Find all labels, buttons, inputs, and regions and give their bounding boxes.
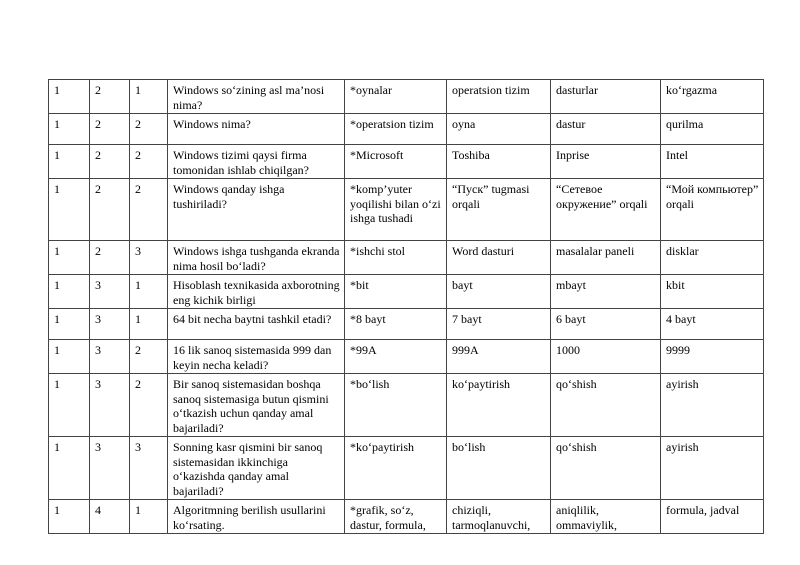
cell-answer-3: dastur bbox=[551, 114, 661, 145]
cell-col-a: 1 bbox=[49, 309, 90, 340]
cell-col-c: 3 bbox=[130, 437, 168, 500]
cell-col-c: 3 bbox=[130, 241, 168, 275]
cell-col-a: 1 bbox=[49, 80, 90, 114]
cell-answer-2: ko‘paytirish bbox=[447, 374, 551, 437]
cell-answer-correct: *komp’yuter yoqilishi bilan o‘zi ishga tushadi bbox=[345, 179, 447, 241]
cell-answer-correct: *operatsion tizim bbox=[345, 114, 447, 145]
cell-question: Hisoblash texnikasida axborotning eng kichik birligi bbox=[168, 275, 345, 309]
cell-answer-2: bo‘lish bbox=[447, 437, 551, 500]
cell-answer-4: qurilma bbox=[661, 114, 764, 145]
table-row bbox=[49, 114, 764, 145]
cell-answer-3: dasturlar bbox=[551, 80, 661, 114]
cell-answer-3: aniqlilik, ommaviylik, bbox=[551, 500, 661, 534]
cell-answer-4: “Мой компьютер” orqali bbox=[661, 179, 764, 241]
cell-answer-2: 999A bbox=[447, 340, 551, 374]
cell-answer-3: mbayt bbox=[551, 275, 661, 309]
cell-answer-2: operatsion tizim bbox=[447, 80, 551, 114]
cell-col-a: 1 bbox=[49, 145, 90, 179]
cell-col-b: 2 bbox=[90, 179, 130, 241]
cell-answer-4: 4 bayt bbox=[661, 309, 764, 340]
cell-question: Windows so‘zining asl ma’nosi nima? bbox=[168, 80, 345, 114]
cell-col-a: 1 bbox=[49, 241, 90, 275]
table-row bbox=[49, 374, 764, 437]
table-row bbox=[49, 500, 764, 534]
cell-col-c: 2 bbox=[130, 114, 168, 145]
table-row bbox=[49, 309, 764, 340]
cell-answer-2: “Пуск” tugmasi orqali bbox=[447, 179, 551, 241]
cell-question: 64 bit necha baytni tashkil etadi? bbox=[168, 309, 345, 340]
cell-answer-3: Inprise bbox=[551, 145, 661, 179]
cell-answer-4: ayirish bbox=[661, 374, 764, 437]
cell-col-c: 1 bbox=[130, 309, 168, 340]
cell-answer-3: masalalar paneli bbox=[551, 241, 661, 275]
cell-question: Algoritmning berilish usullarini ko‘rsating. bbox=[168, 500, 345, 534]
quiz-table-body bbox=[49, 80, 764, 534]
cell-col-c: 2 bbox=[130, 145, 168, 179]
cell-answer-3: 1000 bbox=[551, 340, 661, 374]
table-row bbox=[49, 275, 764, 309]
cell-answer-3: “Сетевое окружение” orqali bbox=[551, 179, 661, 241]
cell-answer-2: Word dasturi bbox=[447, 241, 551, 275]
cell-answer-2: oyna bbox=[447, 114, 551, 145]
table-row bbox=[49, 241, 764, 275]
cell-answer-4: Intel bbox=[661, 145, 764, 179]
cell-col-b: 2 bbox=[90, 145, 130, 179]
cell-answer-3: qo‘shish bbox=[551, 374, 661, 437]
cell-answer-correct: *oynalar bbox=[345, 80, 447, 114]
cell-answer-4: 9999 bbox=[661, 340, 764, 374]
cell-question: 16 lik sanoq sistemasida 999 dan keyin necha keladi? bbox=[168, 340, 345, 374]
cell-question: Windows nima? bbox=[168, 114, 345, 145]
cell-question: Windows qanday ishga tushiriladi? bbox=[168, 179, 345, 241]
table-row bbox=[49, 340, 764, 374]
cell-answer-correct: *bo‘lish bbox=[345, 374, 447, 437]
cell-answer-4: ayirish bbox=[661, 437, 764, 500]
cell-answer-correct: *Microsoft bbox=[345, 145, 447, 179]
cell-answer-2: Toshiba bbox=[447, 145, 551, 179]
cell-answer-3: qo‘shish bbox=[551, 437, 661, 500]
cell-answer-correct: *grafik, so‘z, dastur, formula, bbox=[345, 500, 447, 534]
cell-question: Windows tizimi qaysi firma tomonidan ishlab chiqilgan? bbox=[168, 145, 345, 179]
cell-col-c: 1 bbox=[130, 500, 168, 534]
cell-col-b: 2 bbox=[90, 80, 130, 114]
cell-col-a: 1 bbox=[49, 275, 90, 309]
cell-answer-4: ko‘rgazma bbox=[661, 80, 764, 114]
cell-answer-4: kbit bbox=[661, 275, 764, 309]
cell-answer-4: formula, jadval bbox=[661, 500, 764, 534]
cell-col-c: 1 bbox=[130, 275, 168, 309]
cell-col-b: 3 bbox=[90, 340, 130, 374]
cell-answer-correct: *ko‘paytirish bbox=[345, 437, 447, 500]
table-row bbox=[49, 145, 764, 179]
cell-col-b: 3 bbox=[90, 374, 130, 437]
cell-col-b: 3 bbox=[90, 437, 130, 500]
cell-col-b: 2 bbox=[90, 241, 130, 275]
cell-answer-correct: *99A bbox=[345, 340, 447, 374]
cell-col-b: 3 bbox=[90, 309, 130, 340]
table-row bbox=[49, 80, 764, 114]
cell-col-c: 2 bbox=[130, 179, 168, 241]
cell-answer-2: bayt bbox=[447, 275, 551, 309]
cell-answer-4: disklar bbox=[661, 241, 764, 275]
cell-col-b: 2 bbox=[90, 114, 130, 145]
cell-answer-2: chiziqli, tarmoqlanuvchi, bbox=[447, 500, 551, 534]
cell-answer-correct: *bit bbox=[345, 275, 447, 309]
cell-col-c: 2 bbox=[130, 374, 168, 437]
quiz-table bbox=[48, 79, 764, 534]
cell-answer-correct: *8 bayt bbox=[345, 309, 447, 340]
cell-col-a: 1 bbox=[49, 437, 90, 500]
cell-col-a: 1 bbox=[49, 340, 90, 374]
cell-question: Sonning kasr qismini bir sanoq sistemasidan ikkinchiga o‘kazishda qanday amal bajariladi? bbox=[168, 437, 345, 500]
cell-col-b: 3 bbox=[90, 275, 130, 309]
cell-col-c: 1 bbox=[130, 80, 168, 114]
cell-question: Bir sanoq sistemasidan boshqa sanoq sistemasiga butun qismini o‘tkazish uchun qanday amal bajariladi? bbox=[168, 374, 345, 437]
cell-question: Windows ishga tushganda ekranda nima hosil bo‘ladi? bbox=[168, 241, 345, 275]
cell-answer-correct: *ishchi stol bbox=[345, 241, 447, 275]
cell-col-a: 1 bbox=[49, 374, 90, 437]
table-row bbox=[49, 437, 764, 500]
cell-answer-2: 7 bayt bbox=[447, 309, 551, 340]
cell-col-c: 2 bbox=[130, 340, 168, 374]
cell-col-b: 4 bbox=[90, 500, 130, 534]
cell-col-a: 1 bbox=[49, 500, 90, 534]
cell-col-a: 1 bbox=[49, 114, 90, 145]
table-row bbox=[49, 179, 764, 241]
cell-answer-3: 6 bayt bbox=[551, 309, 661, 340]
cell-col-a: 1 bbox=[49, 179, 90, 241]
